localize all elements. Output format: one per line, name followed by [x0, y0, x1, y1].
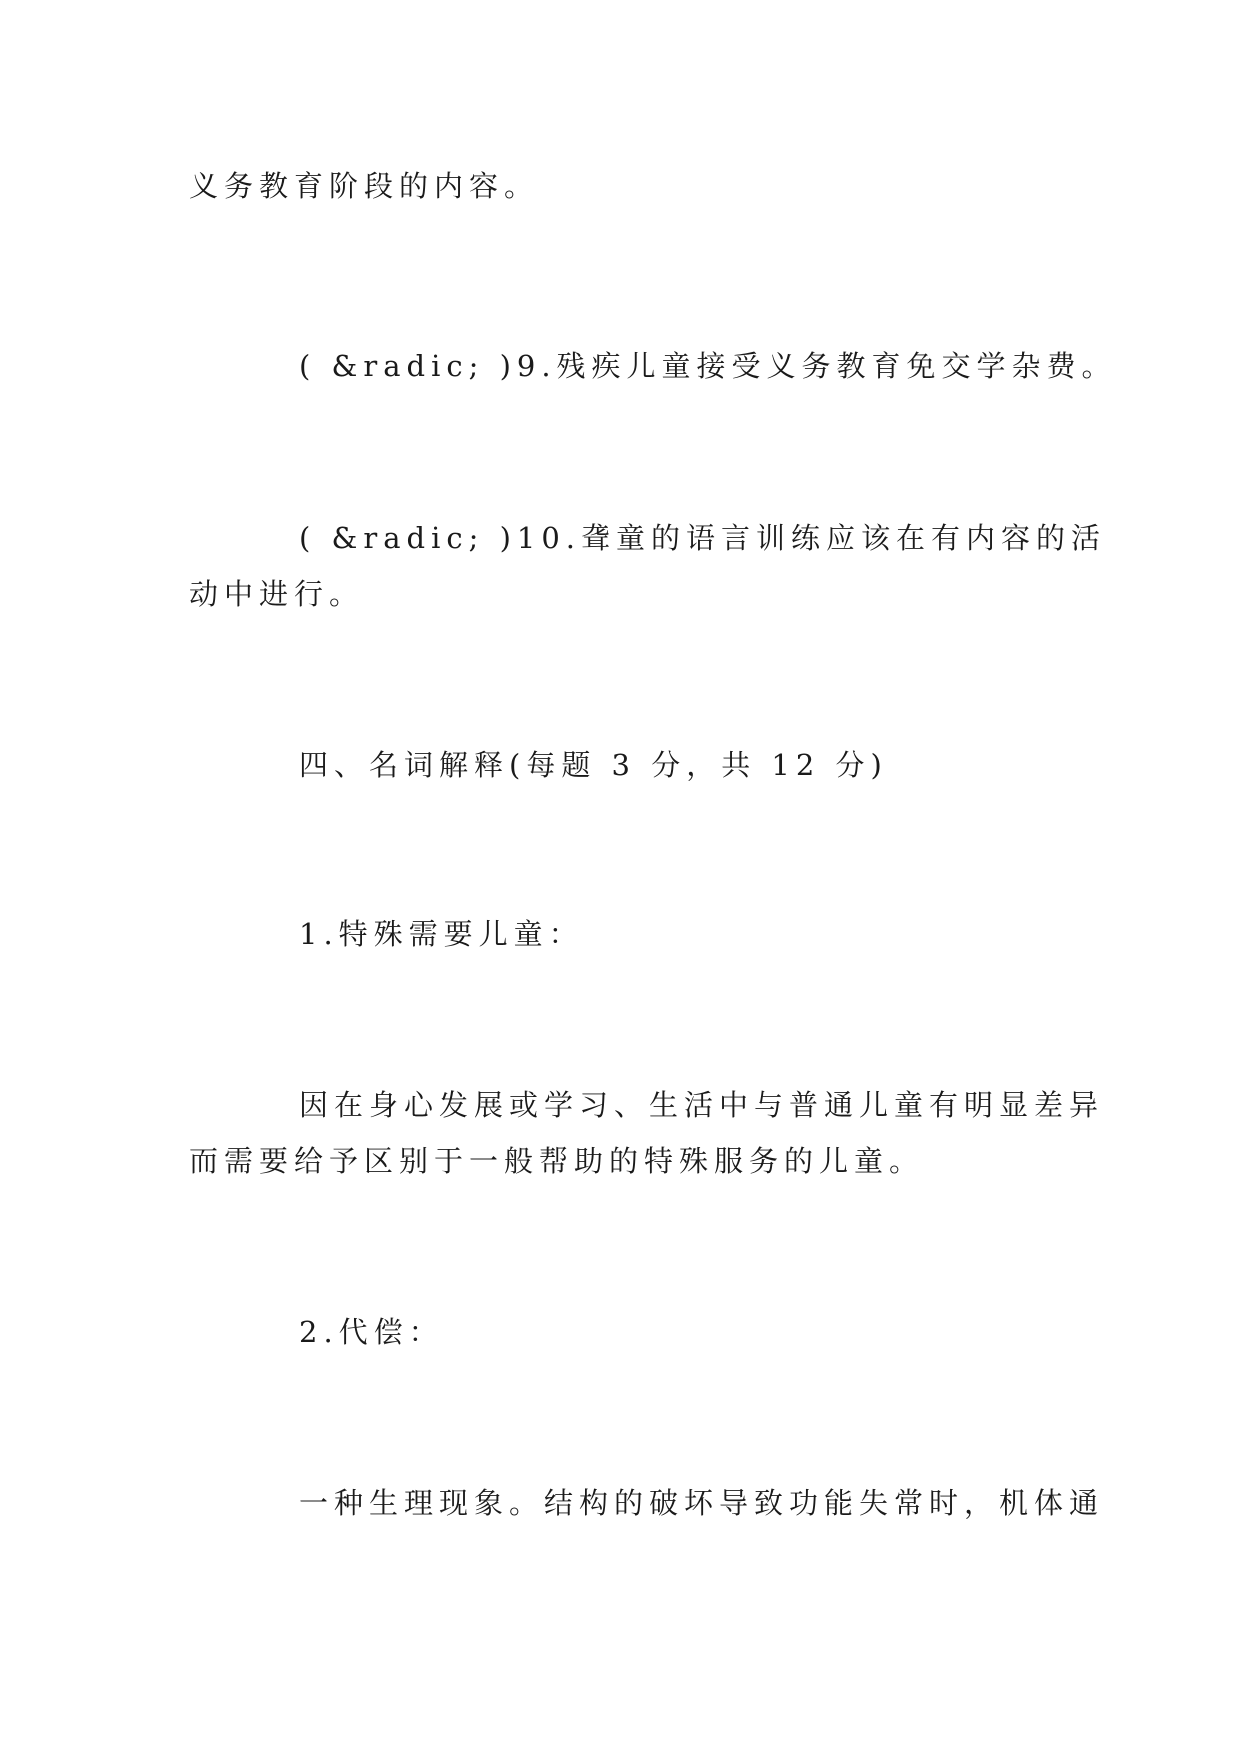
term-1-definition: 因在身心发展或学习、生活中与普通儿童有明显差异	[299, 1088, 1105, 1122]
term-1-definition-continuation: 而需要给予区别于一般帮助的特殊服务的儿童。	[189, 1144, 925, 1178]
text-line-continuation: 义务教育阶段的内容。	[189, 169, 540, 203]
answer-item-10-continuation: 动中进行。	[189, 577, 365, 611]
answer-item-10: ( &radic; )10.聋童的语言训练应该在有内容的活	[299, 521, 1107, 555]
term-2-heading: 2.代偿：	[299, 1315, 444, 1349]
term-1-heading: 1.特殊需要儿童：	[299, 917, 584, 951]
section-heading: 四、名词解释(每题 3 分，共 12 分)	[299, 748, 888, 782]
answer-item-9: ( &radic; )9.残疾儿童接受义务教育免交学杂费。	[299, 349, 1117, 383]
term-2-definition: 一种生理现象。结构的破坏导致功能失常时，机体通	[299, 1486, 1105, 1520]
